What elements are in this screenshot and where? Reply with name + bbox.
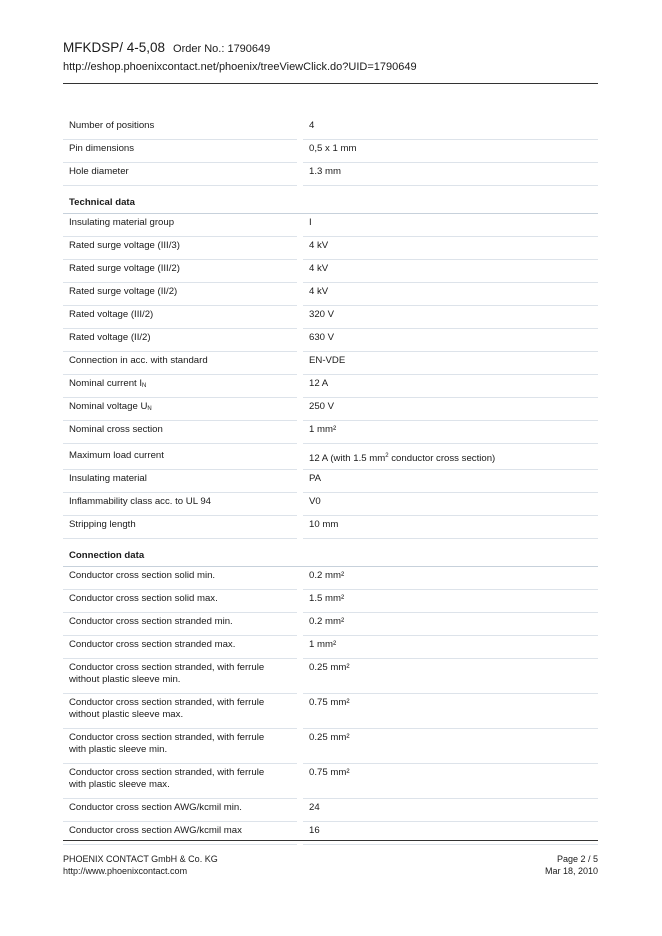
spec-row <box>63 398 598 421</box>
spec-row <box>63 764 598 799</box>
title-line <box>63 40 598 57</box>
company-name: PHOENIX CONTACT GmbH & Co. KG <box>63 854 218 864</box>
spec-label-text: Conductor cross section stranded max. <box>69 639 236 650</box>
spec-label <box>63 352 300 375</box>
spec-row <box>63 613 598 636</box>
spec-row <box>63 375 598 398</box>
spec-label-text: Rated surge voltage (II/2) <box>69 286 178 297</box>
spec-row <box>63 694 598 729</box>
connection-section-header <box>63 549 598 567</box>
spec-row <box>63 822 598 845</box>
spec-label-text: Inflammability class acc. to UL 94 <box>69 496 212 507</box>
spec-value: 4 kV <box>300 237 598 260</box>
spec-label-text: Nominal voltage U <box>69 401 148 412</box>
spec-value: 1.3 mm <box>300 163 598 186</box>
spec-label <box>63 470 300 493</box>
spec-row <box>63 237 598 260</box>
technical-section-title: Technical data <box>69 197 135 208</box>
spec-value: 0.2 mm² <box>300 567 598 590</box>
technical-section-header <box>63 196 598 214</box>
spec-label <box>63 260 300 283</box>
spec-label <box>63 117 300 140</box>
spec-label-line: without plastic sleeve min. <box>69 674 181 685</box>
spec-label <box>63 163 300 186</box>
spec-value: 4 <box>300 117 598 140</box>
spec-label <box>63 493 300 516</box>
spec-row <box>63 117 598 140</box>
company-website[interactable]: http://www.phoenixcontact.com <box>63 866 188 876</box>
spec-label-text: Hole diameter <box>69 166 129 177</box>
spec-value-superscript: 2 <box>385 453 389 459</box>
spec-value: V0 <box>300 493 598 516</box>
spec-value: EN-VDE <box>300 352 598 375</box>
spec-row <box>63 214 598 237</box>
spec-label-subscript: N <box>142 383 147 389</box>
spec-value-text: conductor cross section) <box>388 453 496 464</box>
spec-row <box>63 493 598 516</box>
spec-label-text: Rated surge voltage (III/3) <box>69 240 180 251</box>
spec-label <box>63 764 300 799</box>
spec-label <box>63 799 300 822</box>
footer-divider <box>63 840 598 841</box>
spec-label-text: Insulating material <box>69 473 147 484</box>
spec-label-text: Pin dimensions <box>69 143 135 154</box>
general-table <box>63 117 598 186</box>
spec-label <box>63 444 300 470</box>
spec-label-text: Connection in acc. with standard <box>69 355 208 366</box>
spec-row <box>63 470 598 493</box>
spec-label-line: Conductor cross section stranded, with ferrule <box>69 697 265 708</box>
print-date: Mar 18, 2010 <box>544 866 598 876</box>
spec-value: 320 V <box>300 306 598 329</box>
spec-label <box>63 636 300 659</box>
spec-label <box>63 613 300 636</box>
spec-value: 0.25 mm² <box>300 659 598 694</box>
spec-label <box>63 590 300 613</box>
spec-row <box>63 567 598 590</box>
spec-value: 0.75 mm² <box>300 764 598 799</box>
spec-label-text: Maximum load current <box>69 450 164 461</box>
spec-value: 12 A <box>300 375 598 398</box>
spec-label-text: Rated voltage (III/2) <box>69 309 154 320</box>
spec-label-subscript: N <box>147 406 152 412</box>
spec-label-text: Number of positions <box>69 120 155 131</box>
spec-row <box>63 421 598 444</box>
connection-table <box>63 567 598 845</box>
technical-table <box>63 214 598 539</box>
spec-value: 1 mm² <box>300 636 598 659</box>
spec-row <box>63 636 598 659</box>
spec-value: 10 mm <box>300 516 598 539</box>
spec-label-line: with plastic sleeve max. <box>69 779 170 790</box>
spec-value: 0.75 mm² <box>300 694 598 729</box>
spec-value: 4 kV <box>300 283 598 306</box>
spec-label-text: Conductor cross section AWG/kcmil min. <box>69 802 242 813</box>
spec-label-text: Rated voltage (II/2) <box>69 332 151 343</box>
spec-row <box>63 163 598 186</box>
spec-value: 0.25 mm² <box>300 729 598 764</box>
spec-label-text: Stripping length <box>69 519 136 530</box>
spec-value: PA <box>300 470 598 493</box>
spec-label-line: without plastic sleeve max. <box>69 709 184 720</box>
spec-row <box>63 283 598 306</box>
spec-content <box>63 117 598 845</box>
spec-row <box>63 590 598 613</box>
spec-label <box>63 306 300 329</box>
spec-label <box>63 329 300 352</box>
spec-row <box>63 306 598 329</box>
spec-label <box>63 516 300 539</box>
spec-row <box>63 140 598 163</box>
page-number: Page 2 / 5 <box>556 854 598 864</box>
spec-row <box>63 329 598 352</box>
page-header <box>63 40 598 74</box>
connection-section-title: Connection data <box>69 550 145 561</box>
spec-value: 0,5 x 1 mm <box>300 140 598 163</box>
spec-value <box>300 444 598 470</box>
spec-row <box>63 444 598 470</box>
spec-label <box>63 421 300 444</box>
spec-label <box>63 375 300 398</box>
spec-label-line: with plastic sleeve min. <box>69 744 168 755</box>
order-number: Order No.: 1790649 <box>173 43 271 55</box>
spec-label-text: Conductor cross section stranded min. <box>69 616 233 627</box>
spec-row <box>63 659 598 694</box>
spec-row <box>63 352 598 375</box>
spec-label <box>63 822 300 845</box>
spec-label-text: Insulating material group <box>69 217 175 228</box>
spec-label-line: Conductor cross section stranded, with ferrule <box>69 662 265 673</box>
spec-value: 1 mm² <box>300 421 598 444</box>
spec-label <box>63 659 300 694</box>
spec-label-text: Nominal current I <box>69 378 143 389</box>
spec-label <box>63 398 300 421</box>
spec-value-text: 12 A (with 1.5 mm <box>309 453 386 464</box>
spec-value: 16 <box>300 822 598 845</box>
spec-row <box>63 516 598 539</box>
spec-label <box>63 694 300 729</box>
spec-value: 630 V <box>300 329 598 352</box>
spec-row <box>63 799 598 822</box>
spec-row <box>63 729 598 764</box>
product-url[interactable]: http://eshop.phoenixcontact.net/phoenix/treeViewClick.do?UID=1790649 <box>63 61 417 73</box>
spec-label <box>63 729 300 764</box>
spec-row <box>63 260 598 283</box>
spec-label-line: Conductor cross section stranded, with ferrule <box>69 767 265 778</box>
spec-label-text: Rated surge voltage (III/2) <box>69 263 180 274</box>
spec-label <box>63 283 300 306</box>
spec-label <box>63 567 300 590</box>
spec-value: 0.2 mm² <box>300 613 598 636</box>
spec-label <box>63 214 300 237</box>
spec-label-line: Conductor cross section stranded, with ferrule <box>69 732 265 743</box>
spec-value: 1.5 mm² <box>300 590 598 613</box>
spec-label-text: Conductor cross section AWG/kcmil max <box>69 825 242 836</box>
spec-label <box>63 140 300 163</box>
spec-label-text: Nominal cross section <box>69 424 163 435</box>
product-name: MFKDSP/ 4-5,08 <box>63 40 166 55</box>
spec-value: 250 V <box>300 398 598 421</box>
spec-value: 4 kV <box>300 260 598 283</box>
spec-label-text: Conductor cross section solid max. <box>69 593 218 604</box>
header-divider <box>63 83 598 84</box>
spec-label <box>63 237 300 260</box>
spec-value: I <box>300 214 598 237</box>
spec-value: 24 <box>300 799 598 822</box>
spec-label-text: Conductor cross section solid min. <box>69 570 216 581</box>
